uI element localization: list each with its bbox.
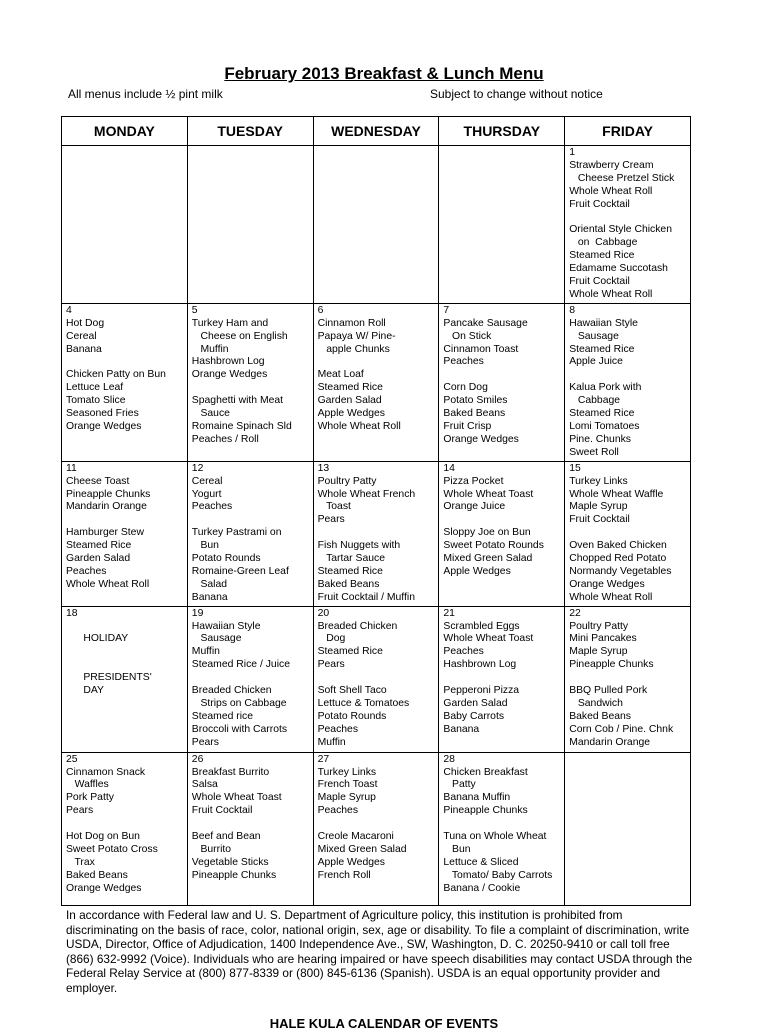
menu-item: Pepperoni Pizza bbox=[443, 685, 520, 697]
menu-item: Papaya W/ Pine- bbox=[317, 330, 396, 342]
menu-item: Fruit Cocktail / Muffin bbox=[317, 591, 415, 603]
menu-item: Sauce bbox=[191, 408, 230, 420]
menu-item: Steamed Rice bbox=[317, 565, 383, 577]
day-number: 25 bbox=[66, 753, 78, 765]
menu-item: Pears bbox=[66, 805, 94, 817]
menu-item: Breaded Chicken bbox=[191, 685, 272, 697]
day-cell bbox=[313, 752, 439, 905]
menu-item: Sausage bbox=[569, 330, 619, 342]
day-number: 6 bbox=[317, 304, 324, 316]
menu-item: Mixed Green Salad bbox=[317, 844, 407, 855]
menu-gap bbox=[192, 672, 309, 685]
menu-item: on Cabbage bbox=[569, 237, 638, 249]
day-header-wednesday: WEDNESDAY bbox=[313, 117, 439, 146]
day-cell bbox=[187, 752, 313, 905]
weekday-header-row bbox=[62, 117, 691, 146]
menu-gap bbox=[318, 356, 435, 369]
menu-item: Peaches bbox=[191, 501, 233, 513]
week-row bbox=[62, 606, 691, 752]
menu-item: Banana / Cookie bbox=[443, 882, 521, 894]
menu-item: Sloppy Joe on Bun bbox=[443, 527, 531, 539]
day-cell bbox=[313, 303, 439, 461]
menu-gap bbox=[66, 646, 183, 659]
menu-item: Pancake Sausage bbox=[443, 317, 528, 329]
menu-item: Whole Wheat Toast bbox=[443, 488, 534, 500]
menu-item: Cheese Pretzel Stick bbox=[569, 172, 675, 184]
menu-item: Whole Wheat Roll bbox=[569, 591, 653, 603]
day-cell bbox=[187, 606, 313, 752]
menu-item: Sandwich bbox=[569, 698, 623, 709]
menu-item: Lettuce Leaf bbox=[66, 382, 124, 394]
menu-item: Maple Syrup bbox=[569, 646, 628, 658]
menu-gap bbox=[66, 514, 183, 527]
menu-item: Poultry Patty bbox=[317, 475, 377, 487]
menu-item: Strips on Cabbage bbox=[191, 698, 287, 709]
menu-item: Apple Wedges bbox=[443, 565, 511, 577]
menu-item: Pork Patty bbox=[66, 792, 114, 804]
menu-item: Poultry Patty bbox=[569, 620, 629, 632]
menu-gap bbox=[569, 527, 686, 540]
menu-gap bbox=[443, 818, 560, 831]
day-cell bbox=[62, 752, 188, 905]
menu-item: Cabbage bbox=[569, 395, 621, 407]
menu-item: apple Chunks bbox=[317, 343, 390, 355]
menu-item: Steamed Rice bbox=[569, 250, 635, 262]
menu-item: Spaghetti with Meat bbox=[191, 395, 284, 407]
day-header-friday: FRIDAY bbox=[565, 117, 691, 146]
menu-item: Maple Syrup bbox=[569, 501, 628, 513]
menu-item: Corn Cob / Pine. Chnk bbox=[569, 723, 674, 735]
day-cell bbox=[439, 461, 565, 606]
menu-item: Scrambled Eggs bbox=[443, 620, 520, 632]
day-number: 5 bbox=[191, 304, 198, 316]
menu-gap bbox=[66, 356, 183, 369]
menu-gap bbox=[569, 369, 686, 382]
menu-item: Fruit Cocktail bbox=[569, 514, 630, 526]
day-cell bbox=[62, 146, 188, 304]
menu-item: Dog bbox=[317, 633, 346, 645]
day-cell bbox=[565, 752, 691, 905]
menu-item: Mandarin Orange bbox=[569, 736, 651, 748]
menu-item: Mandarin Orange bbox=[66, 501, 147, 513]
menu-item: Breakfast Burrito bbox=[191, 766, 270, 778]
menu-item: Trax bbox=[66, 856, 95, 868]
menu-item: Whole Wheat Toast bbox=[443, 633, 534, 645]
menu-item: Pears bbox=[317, 514, 345, 526]
menu-item: Tartar Sauce bbox=[317, 553, 385, 565]
menu-item: DAY bbox=[66, 685, 104, 697]
week-row bbox=[62, 752, 691, 905]
menu-item: Orange Wedges bbox=[66, 421, 142, 432]
menu-item: Vegetable Sticks bbox=[191, 856, 269, 868]
menu-item: Pineapple Chunks bbox=[191, 869, 277, 881]
day-number: 19 bbox=[191, 607, 204, 619]
menu-item: Broccoli with Carrots bbox=[191, 723, 288, 735]
menu-gap bbox=[66, 818, 183, 831]
menu-item: Peaches bbox=[443, 646, 484, 658]
menu-gap bbox=[192, 382, 309, 395]
menu-item: Steamed Rice / Juice bbox=[191, 659, 290, 671]
menu-title-text: February 2013 Breakfast & Lunch Menu bbox=[224, 64, 544, 83]
menu-item: Hot Dog bbox=[66, 317, 105, 329]
menu-item: Hashbrown Log bbox=[191, 356, 265, 368]
menu-item: Pears bbox=[191, 736, 219, 748]
menu-item: Apple Wedges bbox=[317, 856, 385, 868]
menu-gap bbox=[66, 621, 183, 634]
day-number: 1 bbox=[569, 147, 575, 158]
day-number: 4 bbox=[66, 304, 72, 316]
menu-item: Edamame Succotash bbox=[569, 263, 668, 275]
menu-item: Whole Wheat Roll bbox=[66, 578, 150, 590]
day-number: 22 bbox=[569, 607, 581, 619]
day-cell bbox=[187, 461, 313, 606]
menu-item: Garden Salad bbox=[317, 395, 382, 407]
menu-item: Potato Smiles bbox=[443, 395, 508, 407]
menu-item: Baked Beans bbox=[443, 408, 506, 420]
menu-item: Steamed Rice bbox=[569, 343, 635, 355]
menu-item: Orange Wedges bbox=[443, 433, 519, 445]
menu-item: Hawaiian Style bbox=[191, 620, 261, 632]
menu-item: Whole Wheat Waffle bbox=[569, 488, 664, 500]
menu-item: Beef and Bean bbox=[191, 831, 261, 843]
calendar-body bbox=[62, 146, 691, 906]
menu-item: Muffin bbox=[191, 343, 229, 355]
menu-gap bbox=[318, 818, 435, 831]
menu-item: Turkey Pastrami on bbox=[191, 527, 282, 539]
menu-item: Steamed rice bbox=[191, 710, 254, 722]
menu-item: Banana bbox=[443, 723, 480, 735]
menu-item: Lettuce & Sliced bbox=[443, 856, 519, 868]
day-cell bbox=[565, 303, 691, 461]
menu-item: On Stick bbox=[443, 330, 492, 342]
menu-item: Salad bbox=[191, 578, 228, 590]
menu-item: Lettuce & Tomatoes bbox=[317, 698, 410, 709]
menu-gap bbox=[192, 818, 309, 831]
menu-item: Apple Wedges bbox=[317, 408, 385, 420]
menu-item: Whole Wheat Roll bbox=[569, 185, 653, 197]
menu-item: Romaine Spinach Sld bbox=[191, 421, 292, 432]
menu-item: Orange Wedges bbox=[191, 369, 268, 381]
menu-item: Peaches bbox=[317, 723, 359, 735]
menu-item: PRESIDENTS' bbox=[66, 672, 152, 684]
menu-item: Chopped Red Potato bbox=[569, 553, 667, 565]
menu-item: Steamed Rice bbox=[569, 408, 635, 420]
day-cell bbox=[62, 303, 188, 461]
menu-item: Hot Dog on Bun bbox=[66, 831, 140, 843]
menu-calendar bbox=[61, 116, 691, 906]
day-cell bbox=[439, 606, 565, 752]
menu-title bbox=[0, 64, 768, 84]
menu-item: HOLIDAY bbox=[66, 633, 129, 645]
menu-item: Kalua Pork with bbox=[569, 382, 642, 394]
menu-item: Cinnamon Toast bbox=[443, 343, 519, 355]
menu-gap bbox=[569, 212, 686, 225]
milk-note: All menus include ½ pint milk bbox=[68, 87, 223, 101]
menu-item: Cheese on English bbox=[191, 330, 288, 342]
menu-item: Waffles bbox=[66, 779, 109, 791]
menu-item: Garden Salad bbox=[66, 553, 131, 565]
menu-item: Sweet Potato Cross bbox=[66, 844, 158, 855]
menu-item: Orange Wedges bbox=[66, 882, 142, 894]
day-number: 27 bbox=[317, 753, 330, 765]
menu-item: Patty bbox=[443, 779, 476, 791]
menu-item: Fruit Cocktail bbox=[569, 276, 630, 288]
menu-item: French Roll bbox=[317, 869, 371, 881]
day-header-tuesday: TUESDAY bbox=[187, 117, 313, 146]
day-cell bbox=[439, 752, 565, 905]
day-number: 13 bbox=[317, 462, 330, 474]
day-number: 8 bbox=[569, 304, 575, 316]
day-cell bbox=[439, 303, 565, 461]
day-cell bbox=[187, 303, 313, 461]
menu-gap bbox=[569, 672, 686, 685]
day-number: 28 bbox=[443, 753, 455, 765]
menu-item: Meat Loaf bbox=[317, 369, 364, 381]
menu-item: Tomato/ Baby Carrots bbox=[443, 869, 553, 881]
menu-gap bbox=[192, 514, 309, 527]
menu-item: Potato Rounds bbox=[317, 710, 387, 722]
day-number: 18 bbox=[66, 607, 78, 619]
menu-item: Cheese Toast bbox=[66, 475, 130, 487]
menu-item: Whole Wheat French bbox=[317, 488, 416, 500]
menu-item: Cinnamon Snack bbox=[66, 766, 146, 778]
menu-item: Baked Beans bbox=[569, 710, 631, 722]
day-cell bbox=[313, 461, 439, 606]
menu-item: Seasoned Fries bbox=[66, 408, 139, 420]
menu-item: Whole Wheat Toast bbox=[191, 792, 282, 804]
day-cell bbox=[439, 146, 565, 304]
menu-item: Apple Juice bbox=[569, 356, 623, 368]
menu-item: Lomi Tomatoes bbox=[569, 421, 640, 432]
menu-item: Hashbrown Log bbox=[443, 659, 517, 671]
menu-item: Toast bbox=[317, 501, 351, 513]
menu-gap bbox=[318, 527, 435, 540]
menu-item: Cereal bbox=[66, 330, 97, 342]
menu-item: Maple Syrup bbox=[317, 792, 376, 804]
day-number: 14 bbox=[443, 462, 455, 474]
day-number: 26 bbox=[191, 753, 204, 765]
menu-item: Bun bbox=[443, 844, 471, 855]
menu-item: Baked Beans bbox=[317, 578, 380, 590]
menu-item: Salsa bbox=[191, 779, 218, 791]
day-cell bbox=[565, 146, 691, 304]
day-cell bbox=[565, 606, 691, 752]
menu-item: Steamed Rice bbox=[66, 540, 132, 552]
day-header-monday: MONDAY bbox=[62, 117, 188, 146]
week-row bbox=[62, 303, 691, 461]
menu-item: Garden Salad bbox=[443, 698, 508, 709]
menu-item: Peaches / Roll bbox=[191, 433, 259, 445]
menu-item: Baby Carrots bbox=[443, 710, 505, 722]
menu-item: BBQ Pulled Pork bbox=[569, 685, 648, 697]
menu-item: Pineapple Chunks bbox=[569, 659, 654, 671]
week-row bbox=[62, 461, 691, 606]
menu-item: Pears bbox=[317, 659, 345, 671]
menu-item: Tomato Slice bbox=[66, 395, 126, 407]
week-row bbox=[62, 146, 691, 304]
menu-item: Peaches bbox=[317, 805, 359, 817]
menu-item: Steamed Rice bbox=[317, 382, 383, 394]
menu-item: Turkey Links bbox=[317, 766, 377, 778]
menu-gap bbox=[318, 672, 435, 685]
day-cell bbox=[565, 461, 691, 606]
menu-item: Turkey Links bbox=[569, 475, 628, 487]
menu-item: Cereal bbox=[191, 475, 223, 487]
menu-item: Romaine-Green Leaf bbox=[191, 565, 289, 577]
menu-item: Turkey Ham and bbox=[191, 317, 269, 329]
menu-item: Orange Wedges bbox=[569, 578, 645, 590]
usda-notice: In accordance with Federal law and U. S. Department of Agriculture policy, this institution is prohibited from discriminating on the basis of race, color, national origin, sex, age or disability. To file a complaint of discrimination, write USDA, Director, Office of Adjudication, 1400 Independence Ave., SW, Washington, D. C. 20250-9410 or call toll free (866) 632-9992 (Voice). Individuals who are hearing impaired or have speech disabilities may contact USDA through the Federal Relay Service at (800) 877-8339 or (800) 845-6136 (Spanish). USDA is an equal opportunity provider and employer. bbox=[66, 908, 693, 995]
menu-item: Peaches bbox=[443, 356, 484, 368]
menu-item: Strawberry Cream bbox=[569, 159, 654, 171]
menu-item: Hawaiian Style bbox=[569, 317, 638, 329]
menu-item: Banana bbox=[66, 343, 102, 355]
day-cell bbox=[62, 461, 188, 606]
day-number: 11 bbox=[66, 462, 77, 474]
menu-item: French Toast bbox=[317, 779, 378, 791]
menu-item: Fish Nuggets with bbox=[317, 540, 401, 552]
menu-item: Mini Pancakes bbox=[569, 633, 637, 645]
menu-item: Pizza Pocket bbox=[443, 475, 504, 487]
menu-item: Oven Baked Chicken bbox=[569, 540, 667, 552]
menu-item: Banana Muffin bbox=[443, 792, 511, 804]
menu-item: Potato Rounds bbox=[191, 553, 261, 565]
day-cell bbox=[313, 146, 439, 304]
menu-item: Whole Wheat Roll bbox=[569, 288, 653, 300]
calendar-of-events-title: HALE KULA CALENDAR OF EVENTS bbox=[269, 1016, 499, 1031]
menu-item: Bun bbox=[191, 540, 219, 552]
menu-item: Sweet Potato Rounds bbox=[443, 540, 544, 552]
menu-item: Corn Dog bbox=[443, 382, 488, 394]
menu-item: Normandy Vegetables bbox=[569, 565, 672, 577]
menu-item: Breaded Chicken bbox=[317, 620, 398, 632]
menu-item: Chicken Patty on Bun bbox=[66, 369, 166, 381]
day-number: 20 bbox=[317, 607, 330, 619]
menu-gap bbox=[443, 369, 560, 382]
menu-item: Pineapple Chunks bbox=[66, 488, 151, 500]
menu-item: Steamed Rice bbox=[317, 646, 383, 658]
menu-item: Peaches bbox=[66, 565, 107, 577]
menu-item: Hamburger Stew bbox=[66, 527, 144, 539]
menu-item: Muffin bbox=[191, 646, 220, 658]
day-cell bbox=[62, 606, 188, 752]
day-number: 7 bbox=[443, 304, 450, 316]
menu-item: Tuna on Whole Wheat bbox=[443, 831, 547, 843]
menu-item: Mixed Green Salad bbox=[443, 553, 533, 565]
menu-item: Whole Wheat Roll bbox=[317, 421, 401, 432]
menu-item: Muffin bbox=[317, 736, 346, 748]
day-cell bbox=[187, 146, 313, 304]
menu-item: Orange Juice bbox=[443, 501, 506, 513]
day-cell bbox=[313, 606, 439, 752]
menu-item: Fruit Cocktail bbox=[569, 198, 630, 210]
menu-item: Yogurt bbox=[191, 488, 222, 500]
menu-gap bbox=[66, 659, 183, 672]
menu-item: Creole Macaroni bbox=[317, 831, 394, 843]
menu-item: Baked Beans bbox=[66, 869, 128, 881]
menu-item: Fruit Cocktail bbox=[191, 805, 253, 817]
menu-item: Chicken Breakfast bbox=[443, 766, 528, 778]
day-number: 12 bbox=[191, 462, 204, 474]
menu-gap bbox=[443, 514, 560, 527]
menu-item: Sweet Roll bbox=[569, 446, 619, 458]
menu-item: Banana bbox=[191, 591, 228, 603]
menu-item: Burrito bbox=[191, 844, 232, 855]
day-number: 15 bbox=[569, 462, 581, 474]
menu-item: Soft Shell Taco bbox=[317, 685, 387, 697]
day-header-thursday: THURSDAY bbox=[439, 117, 565, 146]
menu-item: Oriental Style Chicken bbox=[569, 224, 672, 236]
menu-item: Pine. Chunks bbox=[569, 433, 631, 445]
menu-item: Cinnamon Roll bbox=[317, 317, 386, 329]
day-number: 21 bbox=[443, 607, 455, 619]
menu-item: Sausage bbox=[191, 633, 242, 645]
menu-gap bbox=[443, 672, 560, 685]
menu-item: Pineapple Chunks bbox=[443, 805, 528, 817]
menu-item: Fruit Crisp bbox=[443, 421, 492, 432]
change-note: Subject to change without notice bbox=[430, 87, 603, 101]
